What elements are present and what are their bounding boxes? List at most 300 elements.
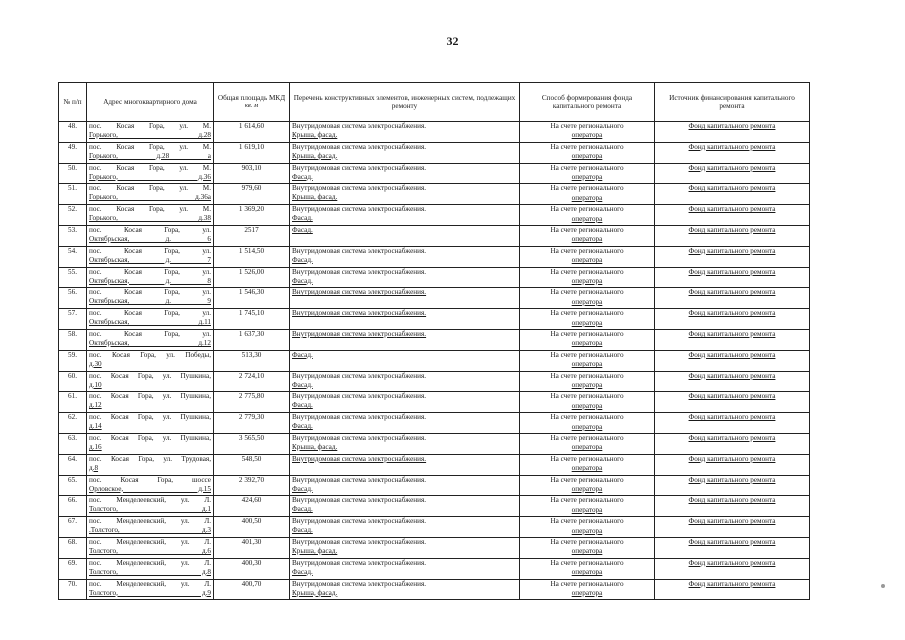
- row-address: [87, 309, 214, 330]
- address-line-2: Толстого, д.8: [89, 567, 211, 576]
- row-elements: [290, 496, 520, 517]
- row-method: [520, 142, 655, 163]
- row-method: [520, 350, 655, 371]
- address-line-1: пос. Косая Гора, ул.: [89, 225, 211, 234]
- elements-line-2: Фасад.: [292, 225, 313, 234]
- elements-line-1: Внутридомовая система электроснабжения.: [292, 496, 427, 505]
- elements-line-2: Крыша, фасад.: [292, 546, 338, 555]
- method-line-2: оператора: [571, 297, 603, 306]
- table-row: [59, 537, 810, 558]
- row-source: [655, 205, 810, 226]
- elements-line-1: Внутридомовая система электроснабжения.: [292, 537, 427, 546]
- elements-line-1: Внутридомовая система электроснабжения.: [292, 475, 427, 484]
- row-number: 50.: [59, 163, 87, 184]
- elements-line-2: Фасад.: [292, 484, 313, 493]
- address-line-2: Октябрьская, д. 9: [89, 297, 211, 306]
- row-number: 70.: [59, 579, 87, 600]
- row-address: [87, 433, 214, 454]
- address-line-1: пос. Косая Гора, ул. Пушкина,: [89, 392, 211, 401]
- row-number: 49.: [59, 142, 87, 163]
- method-line-2: оператора: [571, 401, 603, 410]
- address-line-2: Орловское, д.15: [89, 484, 211, 493]
- row-area: 1 745,10: [214, 309, 290, 330]
- row-area: 2 724,10: [214, 371, 290, 392]
- row-area: 1 619,10: [214, 142, 290, 163]
- row-number: 60.: [59, 371, 87, 392]
- address-line-1: пос. Косая Гора, ул. М.: [89, 122, 211, 130]
- row-number: 66.: [59, 496, 87, 517]
- row-address: [87, 205, 214, 226]
- address-line-1: пос. Косая Гора, ул.: [89, 329, 211, 338]
- row-method: [520, 184, 655, 205]
- row-number: 59.: [59, 350, 87, 371]
- elements-line-1: Внутридомовая система электроснабжения.: [292, 142, 427, 151]
- row-elements: [290, 267, 520, 288]
- elements-line-2: Фасад.: [292, 255, 313, 264]
- row-area: 2 392,70: [214, 475, 290, 496]
- address-line-1: пос. Менделеевский, ул. Л.: [89, 537, 211, 546]
- header-source: Источник финансирования капитального ремонта: [655, 83, 810, 122]
- table-row: [59, 392, 810, 413]
- row-area: 1 614,60: [214, 122, 290, 143]
- method-line-1: На счете регионального: [550, 558, 624, 567]
- row-source: [655, 329, 810, 350]
- row-source: [655, 392, 810, 413]
- row-elements: [290, 558, 520, 579]
- row-address: [87, 537, 214, 558]
- address-line-1: пос. Косая Гора, ул. Победы,: [89, 350, 211, 359]
- elements-line-1: Внутридомовая система электроснабжения.: [292, 392, 427, 401]
- header-elements: Перечень конструктивных элементов, инженерных систем, подлежащих ремонту: [290, 83, 520, 122]
- row-source: [655, 267, 810, 288]
- row-number: 68.: [59, 537, 87, 558]
- method-line-2: оператора: [571, 276, 603, 285]
- header-address: Адрес многоквартирного дома: [87, 83, 214, 122]
- elements-line-2: Внутридомовая система электроснабжения.: [292, 309, 427, 318]
- address-line-1: пос. Косая Гора, ул.: [89, 309, 211, 318]
- table-row: [59, 329, 810, 350]
- row-address: [87, 413, 214, 434]
- address-line-1: пос. Менделеевский, ул. Л.: [89, 496, 211, 505]
- source-text: Фонд капитального ремонта: [688, 517, 776, 526]
- address-line-1: пос. Менделеевский, ул. Л.: [89, 517, 211, 526]
- row-address: [87, 329, 214, 350]
- method-line-1: На счете регионального: [550, 225, 624, 234]
- elements-line-2: Фасад.: [292, 276, 313, 285]
- elements-line-2: Фасад.: [292, 567, 313, 576]
- table-row: [59, 142, 810, 163]
- address-line-2: д.16: [89, 442, 102, 451]
- address-line-1: пос. Косая Гора, ул.: [89, 246, 211, 255]
- address-line-1: пос. Косая Гора, ул. Пушкина,: [89, 413, 211, 422]
- row-number: 58.: [59, 329, 87, 350]
- row-source: [655, 371, 810, 392]
- row-address: [87, 288, 214, 309]
- row-method: [520, 267, 655, 288]
- header-row: [59, 83, 810, 122]
- source-text: Фонд капитального ремонта: [688, 413, 776, 422]
- row-elements: [290, 579, 520, 600]
- source-text: Фонд капитального ремонта: [688, 454, 776, 463]
- address-line-2: д.30: [89, 359, 102, 368]
- header-area-label: Общая площадь МКД: [217, 93, 286, 102]
- row-area: 400,70: [214, 579, 290, 600]
- row-address: [87, 142, 214, 163]
- method-line-1: На счете регионального: [550, 329, 624, 338]
- page-number: 32: [446, 34, 459, 48]
- table-row: [59, 184, 810, 205]
- row-method: [520, 288, 655, 309]
- address-line-2: д.12: [89, 401, 102, 410]
- header-method: Способ формирования фонда капитального ремонта: [520, 83, 655, 122]
- row-area: 903,10: [214, 163, 290, 184]
- method-line-2: оператора: [571, 256, 603, 265]
- row-source: [655, 350, 810, 371]
- source-text: Фонд капитального ремонта: [688, 309, 776, 318]
- row-area: 2517: [214, 225, 290, 246]
- elements-line-2: Фасад.: [292, 214, 313, 223]
- source-text: Фонд капитального ремонта: [688, 288, 776, 297]
- source-text: Фонд капитального ремонта: [688, 142, 776, 151]
- method-line-2: оператора: [571, 173, 603, 181]
- address-line-2: Горького, д.36а: [89, 193, 211, 202]
- row-number: 55.: [59, 267, 87, 288]
- row-elements: [290, 246, 520, 267]
- table-row: [59, 475, 810, 496]
- method-line-2: оператора: [571, 588, 603, 597]
- row-method: [520, 517, 655, 538]
- method-line-1: На счете регионального: [550, 475, 624, 484]
- method-line-2: оператора: [571, 568, 603, 577]
- table-row: [59, 288, 810, 309]
- table-row: [59, 350, 810, 371]
- row-area: 1 369,20: [214, 205, 290, 226]
- source-text: Фонд капитального ремонта: [688, 371, 776, 380]
- row-address: [87, 579, 214, 600]
- row-method: [520, 537, 655, 558]
- row-area: 2 775,80: [214, 392, 290, 413]
- elements-line-2: Фасад.: [292, 380, 313, 389]
- row-method: [520, 579, 655, 600]
- row-number: 63.: [59, 433, 87, 454]
- table-body: [59, 122, 810, 600]
- source-text: Фонд капитального ремонта: [688, 267, 776, 276]
- row-elements: [290, 184, 520, 205]
- row-method: [520, 558, 655, 579]
- row-elements: [290, 225, 520, 246]
- address-line-1: пос. Косая Гора, ул. М.: [89, 205, 211, 214]
- row-method: [520, 454, 655, 475]
- address-line-1: пос. Косая Гора, ул. М.: [89, 142, 211, 151]
- row-address: [87, 371, 214, 392]
- method-line-1: На счете регионального: [550, 309, 624, 318]
- row-area: 513,30: [214, 350, 290, 371]
- row-address: [87, 267, 214, 288]
- row-method: [520, 205, 655, 226]
- row-method: [520, 496, 655, 517]
- row-source: [655, 309, 810, 330]
- method-line-2: оператора: [571, 152, 603, 161]
- row-number: 53.: [59, 225, 87, 246]
- row-address: [87, 184, 214, 205]
- method-line-1: На счете регионального: [550, 454, 624, 463]
- elements-line-1: Внутридомовая система электроснабжения.: [292, 205, 427, 214]
- address-line-2: Горького, д.38: [89, 214, 211, 223]
- source-text: Фонд капитального ремонта: [688, 433, 776, 442]
- method-line-1: На счете регионального: [550, 122, 624, 130]
- address-line-2: .Толстого, д.3: [89, 526, 211, 535]
- row-area: 1 514,50: [214, 246, 290, 267]
- row-elements: [290, 309, 520, 330]
- row-source: [655, 413, 810, 434]
- table-row: [59, 163, 810, 184]
- row-area: 400,50: [214, 517, 290, 538]
- address-line-1: пос. Косая Гора, ул. М.: [89, 163, 211, 172]
- elements-line-1: Внутридомовая система электроснабжения.: [292, 371, 427, 380]
- method-line-2: оператора: [571, 484, 603, 493]
- source-text: Фонд капитального ремонта: [688, 246, 776, 255]
- elements-line-1: Внутридомовая система электроснабжения.: [292, 579, 427, 588]
- method-line-2: оператора: [571, 339, 603, 348]
- elements-line-1: Внутридомовая система электроснабжения.: [292, 558, 427, 567]
- method-line-1: На счете регионального: [550, 496, 624, 505]
- method-line-1: На счете регионального: [550, 205, 624, 214]
- row-elements: [290, 142, 520, 163]
- address-line-2: Горького, д.36: [89, 172, 211, 181]
- row-number: 51.: [59, 184, 87, 205]
- method-line-1: На счете регионального: [550, 163, 624, 172]
- row-elements: [290, 122, 520, 143]
- row-area: 1 637,30: [214, 329, 290, 350]
- elements-line-1: Внутридомовая система электроснабжения.: [292, 267, 427, 276]
- method-line-1: На счете регионального: [550, 413, 624, 422]
- row-area: 400,30: [214, 558, 290, 579]
- elements-line-1: Внутридомовая система электроснабжения.: [292, 163, 427, 172]
- method-line-1: На счете регионального: [550, 350, 624, 359]
- row-address: [87, 163, 214, 184]
- method-line-2: оператора: [571, 193, 603, 202]
- source-text: Фонд капитального ремонта: [688, 163, 776, 172]
- elements-line-1: Внутридомовая система электроснабжения.: [292, 413, 427, 422]
- row-source: [655, 163, 810, 184]
- table-row: [59, 558, 810, 579]
- table-header: [59, 83, 810, 122]
- row-address: [87, 246, 214, 267]
- row-elements: [290, 517, 520, 538]
- source-text: Фонд капитального ремонта: [688, 496, 776, 505]
- row-area: 1 546,30: [214, 288, 290, 309]
- row-source: [655, 142, 810, 163]
- row-address: [87, 122, 214, 143]
- header-num: № п/п: [59, 83, 87, 122]
- address-line-1: пос. Косая Гора, шоссе: [89, 475, 211, 484]
- row-method: [520, 329, 655, 350]
- header-area-unit: кв. м: [244, 102, 259, 109]
- row-number: 48.: [59, 122, 87, 143]
- elements-line-2: Фасад.: [292, 505, 313, 514]
- address-line-2: Горького, д.28: [89, 131, 211, 139]
- method-line-1: На счете регионального: [550, 246, 624, 255]
- source-text: Фонд капитального ремонта: [688, 558, 776, 567]
- method-line-2: оператора: [571, 360, 603, 369]
- source-text: Фонд капитального ремонта: [688, 122, 776, 130]
- address-line-2: д.8: [89, 463, 99, 472]
- row-number: 57.: [59, 309, 87, 330]
- row-address: [87, 558, 214, 579]
- address-line-1: пос. Косая Гора, ул.: [89, 288, 211, 297]
- elements-line-2: Крыша, фасад.: [292, 193, 338, 202]
- table-row: [59, 496, 810, 517]
- method-line-2: оператора: [571, 422, 603, 431]
- row-area: 424,60: [214, 496, 290, 517]
- method-line-2: оператора: [571, 547, 603, 556]
- row-area: 548,50: [214, 454, 290, 475]
- method-line-2: оператора: [571, 380, 603, 389]
- row-number: 62.: [59, 413, 87, 434]
- method-line-1: На счете регионального: [550, 517, 624, 526]
- method-line-2: оператора: [571, 464, 603, 473]
- row-source: [655, 288, 810, 309]
- elements-line-2: Внутридомовая система электроснабжения.: [292, 329, 427, 338]
- table-row: [59, 433, 810, 454]
- row-source: [655, 517, 810, 538]
- row-source: [655, 496, 810, 517]
- row-address: [87, 517, 214, 538]
- elements-line-1: Внутридомовая система электроснабжения.: [292, 433, 427, 442]
- row-area: 1 526,00: [214, 267, 290, 288]
- source-text: Фонд капитального ремонта: [688, 225, 776, 234]
- method-line-2: оператора: [571, 505, 603, 514]
- row-source: [655, 184, 810, 205]
- method-line-1: На счете регионального: [550, 579, 624, 588]
- row-source: [655, 537, 810, 558]
- row-method: [520, 163, 655, 184]
- table-row: [59, 309, 810, 330]
- row-number: 67.: [59, 517, 87, 538]
- source-text: Фонд капитального ремонта: [688, 475, 776, 484]
- method-line-2: оператора: [571, 131, 603, 140]
- address-line-2: д.14: [89, 422, 102, 431]
- elements-line-1: Внутридомовая система электроснабжения.: [292, 122, 427, 130]
- method-line-2: оператора: [571, 526, 603, 535]
- address-line-2: Толстого, д.6: [89, 546, 211, 555]
- row-elements: [290, 350, 520, 371]
- row-elements: [290, 163, 520, 184]
- address-line-1: пос. Менделеевский, ул. Л.: [89, 579, 211, 588]
- address-line-1: пос. Косая Гора, ул.: [89, 267, 211, 276]
- table-row: [59, 246, 810, 267]
- row-address: [87, 392, 214, 413]
- method-line-1: На счете регионального: [550, 371, 624, 380]
- address-line-2: д.10: [89, 380, 102, 389]
- source-text: Фонд капитального ремонта: [688, 579, 776, 588]
- row-elements: [290, 433, 520, 454]
- elements-line-2: Фасад.: [292, 172, 313, 181]
- elements-line-2: Крыша, фасад.: [292, 131, 338, 139]
- row-area: 3 565,50: [214, 433, 290, 454]
- address-line-2: Октябрьская, д.11: [89, 318, 211, 327]
- address-line-1: пос. Менделеевский, ул. Л.: [89, 558, 211, 567]
- method-line-1: На счете регионального: [550, 267, 624, 276]
- source-text: Фонд капитального ремонта: [688, 329, 776, 338]
- row-number: 54.: [59, 246, 87, 267]
- method-line-1: На счете регионального: [550, 537, 624, 546]
- table-row: [59, 371, 810, 392]
- table-row: [59, 267, 810, 288]
- table-row: [59, 225, 810, 246]
- address-line-2: Октябрьская, д. 7: [89, 255, 211, 264]
- row-source: [655, 433, 810, 454]
- address-line-2: Октябрьская, д.12: [89, 338, 211, 347]
- elements-line-1: Внутридомовая система электроснабжения.: [292, 517, 427, 526]
- elements-line-1: Внутридомовая система электроснабжения.: [292, 246, 427, 255]
- method-line-1: На счете регионального: [550, 142, 624, 151]
- elements-line-2: Фасад.: [292, 526, 313, 535]
- row-area: 979,60: [214, 184, 290, 205]
- source-text: Фонд капитального ремонта: [688, 392, 776, 401]
- method-line-1: На счете регионального: [550, 392, 624, 401]
- source-text: Фонд капитального ремонта: [688, 350, 776, 359]
- scan-dot: [881, 584, 885, 588]
- elements-line-2: Фасад.: [292, 422, 313, 431]
- row-elements: [290, 205, 520, 226]
- row-method: [520, 309, 655, 330]
- table-row: [59, 579, 810, 600]
- row-elements: [290, 454, 520, 475]
- table-row: [59, 517, 810, 538]
- row-source: [655, 454, 810, 475]
- elements-line-2: Крыша, фасад.: [292, 151, 338, 160]
- address-line-1: пос. Косая Гора, ул. М.: [89, 184, 211, 193]
- row-method: [520, 413, 655, 434]
- address-line-2: Октябрьская, д. 8: [89, 276, 211, 285]
- table-row: [59, 454, 810, 475]
- table-row: [59, 205, 810, 226]
- row-method: [520, 225, 655, 246]
- row-address: [87, 225, 214, 246]
- row-elements: [290, 371, 520, 392]
- row-address: [87, 350, 214, 371]
- source-text: Фонд капитального ремонта: [688, 537, 776, 546]
- row-number: 65.: [59, 475, 87, 496]
- row-method: [520, 392, 655, 413]
- source-text: Фонд капитального ремонта: [688, 184, 776, 193]
- address-line-1: пос. Косая Гора, ул. Пушкина,: [89, 371, 211, 380]
- method-line-2: оператора: [571, 214, 603, 223]
- row-number: 64.: [59, 454, 87, 475]
- row-source: [655, 246, 810, 267]
- method-line-1: На счете регионального: [550, 433, 624, 442]
- row-number: 61.: [59, 392, 87, 413]
- row-address: [87, 454, 214, 475]
- address-line-1: пос. Косая Гора, ул. Трудовая,: [89, 454, 211, 463]
- row-elements: [290, 288, 520, 309]
- row-elements: [290, 329, 520, 350]
- row-address: [87, 475, 214, 496]
- row-source: [655, 475, 810, 496]
- method-line-2: оператора: [571, 443, 603, 452]
- row-number: 52.: [59, 205, 87, 226]
- header-area: [214, 83, 290, 122]
- elements-line-1: Внутридомовая система электроснабжения.: [292, 184, 427, 193]
- address-line-2: Толстого, д.9: [89, 588, 211, 597]
- address-line-2: Горького, д.28 а: [89, 151, 211, 160]
- row-elements: [290, 413, 520, 434]
- row-address: [87, 496, 214, 517]
- method-line-2: оператора: [571, 235, 603, 244]
- row-source: [655, 558, 810, 579]
- elements-line-2: Крыша, фасад.: [292, 588, 338, 597]
